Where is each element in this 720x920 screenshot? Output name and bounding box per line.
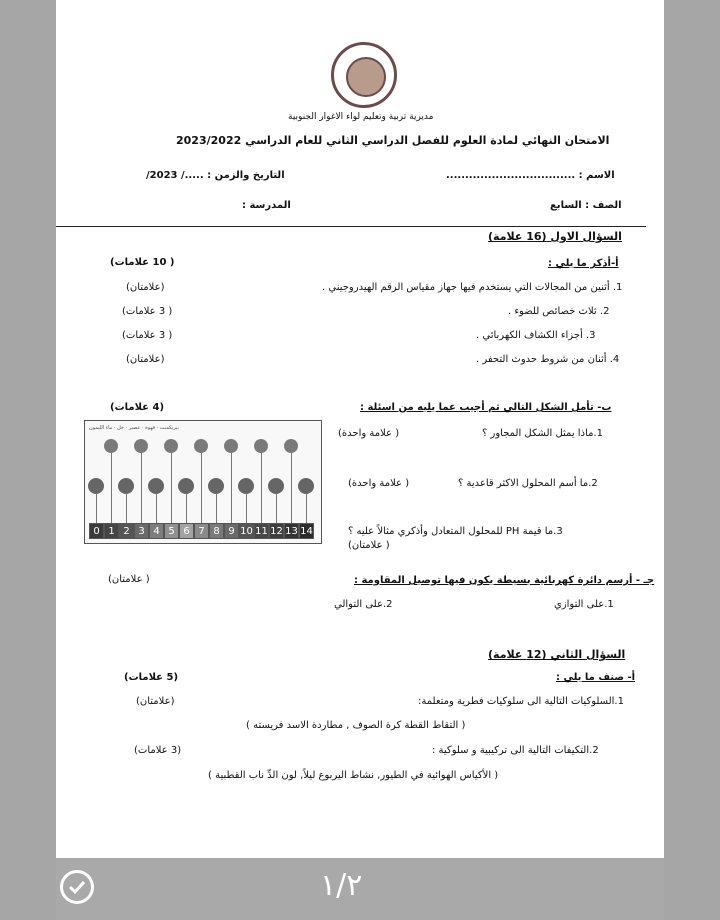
q2a-list-1: ( التقاط القطة كرة الصوف , مطاردة الاسد فريسته ): [246, 720, 466, 731]
ph-scale-cell: 5: [164, 523, 179, 539]
q1b-mark-1: ( علامة واحدة): [338, 428, 400, 439]
q2a-item-2: 2.التكيفات التالية الى تركيبية و سلوكية :: [432, 745, 599, 756]
ph-pin-line: [231, 453, 232, 523]
ph-scale-cell: 0: [89, 523, 104, 539]
q1a-item-1: 1. أثنين من المجالات التي يستخدم فيها جهاز مقياس الرقم الهيدروجيني .: [322, 282, 623, 293]
page-indicator: ١/٢: [320, 868, 363, 903]
ministry-seal-logo: [331, 42, 397, 108]
exam-title: الامتحان النهائي لمادة العلوم للفصل الدراسي الثاني للعام الدراسي 2023/2022: [176, 134, 610, 147]
q2a-mark-1: (علامتان): [136, 696, 175, 707]
substance-icon: [298, 478, 314, 494]
substance-icon: [88, 478, 104, 494]
substance-icon: [134, 439, 148, 453]
ph-scale-cell: 1: [104, 523, 119, 539]
school-field: المدرسة :: [242, 200, 291, 211]
ph-pin-line: [171, 453, 172, 523]
substance-icon: [284, 439, 298, 453]
q1b-mark-3: ( علامتان): [348, 540, 390, 551]
q2a-list-2: ( الأكياس الهوائية في الطيور, نشاط اليربوع ليلاً, لون الدِّ ناب القطبية ): [208, 770, 499, 781]
q1a-heading: أ-أذكر ما يلي :: [548, 258, 619, 269]
q1b-marks: (4 علامات): [110, 402, 165, 413]
substance-icon: [194, 439, 208, 453]
ph-pin-line: [141, 453, 142, 523]
date-field: التاريخ والزمن : ...../ 2023/: [146, 170, 285, 181]
grade-field: الصف : السابع: [550, 200, 622, 211]
q1b-item-2: 2.ما أسم المحلول الاكثر قاعدية ؟: [458, 478, 598, 489]
q1a-marks: ( 10 علامات): [110, 257, 175, 268]
checkmark-icon[interactable]: [60, 870, 94, 904]
ph-pin-line: [261, 453, 262, 523]
ph-scale-cell: 11: [254, 523, 269, 539]
ph-scale-cell: 8: [209, 523, 224, 539]
substance-icon: [268, 478, 284, 494]
substance-icon: [104, 439, 118, 453]
q2a-heading: أ- صنف ما يلي :: [556, 672, 636, 683]
ph-pin-line: [111, 453, 112, 523]
exam-paper: [56, 0, 664, 858]
ph-scale-cell: 13: [284, 523, 299, 539]
substance-icon: [208, 478, 224, 494]
q1a-item-4: 4. أثنان من شروط حدوث التحفر .: [476, 354, 620, 365]
q1b-item-3: 3.ما قيمة PH للمحلول المتعادل وأذكري مثالاً عليه ؟: [348, 526, 563, 537]
q1a-item-2: 2. ثلاث خصائص للضوء .: [508, 306, 610, 317]
ph-pin-line: [306, 494, 307, 523]
q1a-mark-3: ( 3 علامات): [122, 330, 173, 341]
ph-pin-line: [201, 453, 202, 523]
ph-pin-line: [96, 494, 97, 523]
ph-pin-line: [246, 494, 247, 523]
ph-scale-cell: 6: [179, 523, 194, 539]
ph-scale-cell: 10: [239, 523, 254, 539]
q1b-item-1: 1.ماذا يمثل الشكل المجاور ؟: [482, 428, 603, 439]
ph-scale-cell: 3: [134, 523, 149, 539]
substance-icon: [254, 439, 268, 453]
q1c-marks: ( علامتان): [108, 574, 150, 585]
ph-pin-line: [126, 494, 127, 523]
crown-emblem-icon: [346, 57, 386, 97]
q2a-mark-2: (3 علامات): [134, 745, 182, 756]
q1c-option-parallel: 1.على التوازي: [554, 599, 614, 610]
substance-icon: [178, 478, 194, 494]
name-field: الاسم : ..................................: [446, 170, 615, 181]
q1b-mark-2: ( علامة واحدة): [348, 478, 410, 489]
ph-scale-cell: 9: [224, 523, 239, 539]
viewer-bottom-bar: [56, 858, 664, 920]
substance-icon: [148, 478, 164, 494]
divider: [56, 226, 646, 227]
q1a-mark-1: (علامتان): [126, 282, 165, 293]
substance-icon: [164, 439, 178, 453]
ph-pin-line: [291, 453, 292, 523]
q1c-heading: جـ - أرسم دائرة كهربائية بسيطة يكون فيها توصيل المقاومة :: [354, 575, 655, 586]
substance-icon: [118, 478, 134, 494]
ph-pin-line: [156, 494, 157, 523]
ph-scale-cell: 12: [269, 523, 284, 539]
q1b-heading: ب- تأمل الشكل التالي ثم أجيب عما يليه من اسئلة :: [360, 402, 612, 413]
q1c-option-series: 2.على التوالي: [334, 599, 393, 610]
ph-pin-line: [276, 494, 277, 523]
substance-icon: [224, 439, 238, 453]
q2a-marks: (5 علامات): [124, 672, 179, 683]
ph-pin-line: [186, 494, 187, 523]
substance-icon: [238, 478, 254, 494]
ph-scale-cell: 7: [194, 523, 209, 539]
ph-scale-cell: 4: [149, 523, 164, 539]
q2-heading: السؤال الثاني (12 علامة): [488, 648, 626, 661]
q2a-item-1: 1.السلوكيات التالية الى سلوكيات فطرية ومتعلمة:: [418, 696, 624, 707]
ph-pin-line: [216, 494, 217, 523]
ph-scale-figure: بيريكمنت · قهوة · عصير · خل · ماء الليمون 0 1 2 3 4 5 6 7 8 9 10 11 12 13 14: [84, 420, 322, 544]
directorate-label: مديرية تربية وتعليم لواء الاغوار الجنوبية: [288, 112, 434, 122]
q1a-mark-4: (علامتان): [126, 354, 165, 365]
ph-scale-cell: 2: [119, 523, 134, 539]
q1a-mark-2: ( 3 علامات): [122, 306, 173, 317]
q1a-item-3: 3. أجزاء الكشاف الكهربائي .: [476, 330, 596, 341]
ph-scale-cell: 14: [299, 523, 314, 539]
q1-heading: السؤال الاول (16 علامة): [488, 230, 622, 243]
